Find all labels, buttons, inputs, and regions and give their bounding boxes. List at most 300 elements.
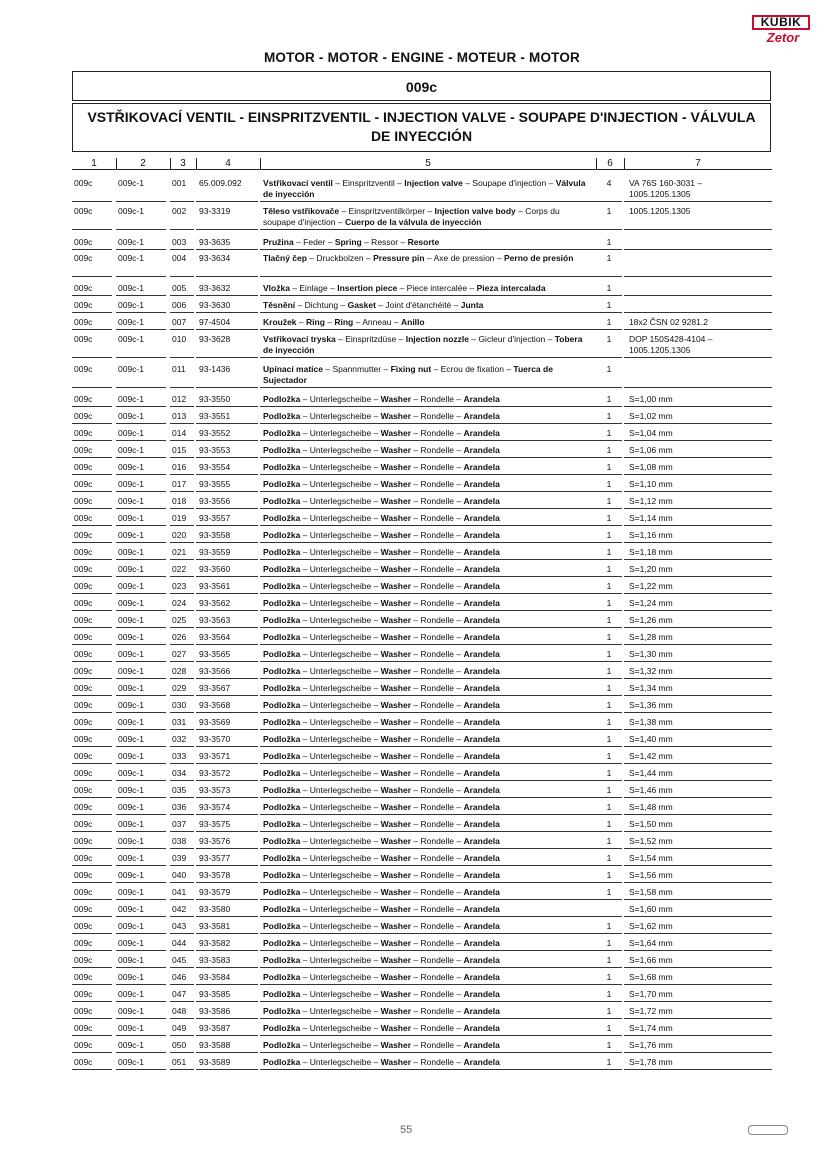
row-underline	[624, 525, 772, 526]
row-underline	[72, 695, 112, 696]
cell-part-number: 93-3578	[199, 870, 231, 880]
header-divider	[72, 169, 772, 170]
row-underline	[596, 967, 622, 968]
row-underline	[72, 916, 112, 917]
row-underline	[596, 899, 622, 900]
row-underline	[116, 797, 166, 798]
cell-group: 009c	[74, 938, 93, 948]
row-underline	[260, 746, 596, 747]
cell-quantity: 1	[606, 428, 612, 438]
cell-description: Podložka – Unterlegscheibe – Washer – Rondelle – Arandela	[263, 972, 500, 982]
cell-quantity: 1	[606, 479, 612, 489]
cell-description: Vstřikovací tryska – Einspritzdüse – Injection nozzle – Gicleur d'injection – Tobera de inyección	[263, 334, 583, 355]
cell-position: 043	[172, 921, 187, 931]
table-row	[72, 819, 772, 832]
row-underline	[170, 1052, 194, 1053]
row-underline	[196, 678, 258, 679]
table-row	[72, 751, 772, 764]
cell-group: 009c	[74, 836, 93, 846]
row-underline	[624, 593, 772, 594]
cell-part-number: 93-3561	[199, 581, 231, 591]
cell-subgroup: 009c-1	[118, 938, 144, 948]
row-underline	[116, 661, 166, 662]
cell-description: Podložka – Unterlegscheibe – Washer – Rondelle – Arandela	[263, 904, 500, 914]
cell-note: S=1,34 mm	[629, 683, 673, 693]
cell-description: Podložka – Unterlegscheibe – Washer – Rondelle – Arandela	[263, 717, 500, 727]
cell-position: 039	[172, 853, 187, 863]
cell-position: 027	[172, 649, 187, 659]
cell-quantity: 1	[606, 364, 612, 374]
row-underline	[596, 525, 622, 526]
row-underline	[196, 474, 258, 475]
cell-part-number: 93-3583	[199, 955, 231, 965]
row-underline	[170, 491, 194, 492]
row-underline	[196, 610, 258, 611]
row-underline	[260, 423, 596, 424]
cell-quantity: 1	[606, 598, 612, 608]
cell-part-number: 93-3634	[199, 253, 231, 263]
cell-part-number: 93-3579	[199, 887, 231, 897]
cell-quantity: 4	[606, 178, 612, 188]
row-underline	[72, 644, 112, 645]
cell-note: S=1,04 mm	[629, 428, 673, 438]
cell-position: 035	[172, 785, 187, 795]
row-underline	[196, 950, 258, 951]
cell-position: 042	[172, 904, 187, 914]
cell-subgroup: 009c-1	[118, 819, 144, 829]
row-underline	[196, 387, 258, 388]
row-underline	[116, 525, 166, 526]
cell-note: S=1,06 mm	[629, 445, 673, 455]
row-underline	[260, 848, 596, 849]
cell-description: Podložka – Unterlegscheibe – Washer – Rondelle – Arandela	[263, 819, 500, 829]
cell-subgroup: 009c-1	[118, 411, 144, 421]
row-underline	[624, 678, 772, 679]
row-underline	[72, 312, 112, 313]
row-underline	[116, 1052, 166, 1053]
row-underline	[596, 831, 622, 832]
row-underline	[260, 329, 596, 330]
row-underline	[170, 967, 194, 968]
row-underline	[624, 967, 772, 968]
cell-part-number: 93-3565	[199, 649, 231, 659]
cell-part-number: 93-3568	[199, 700, 231, 710]
row-underline	[116, 276, 166, 277]
column-header-4: 4	[225, 158, 231, 169]
cell-quantity: 1	[606, 1057, 612, 1067]
cell-group: 009c	[74, 178, 93, 188]
row-underline	[260, 610, 596, 611]
row-underline	[72, 423, 112, 424]
cell-part-number: 93-3582	[199, 938, 231, 948]
cell-subgroup: 009c-1	[118, 394, 144, 404]
cell-description: Podložka – Unterlegscheibe – Washer – Rondelle – Arandela	[263, 1057, 500, 1067]
cell-note: S=1,64 mm	[629, 938, 673, 948]
table-row	[72, 734, 772, 747]
cell-quantity: 1	[606, 237, 612, 247]
cell-note: S=1,08 mm	[629, 462, 673, 472]
row-underline	[170, 406, 194, 407]
cell-subgroup: 009c-1	[118, 462, 144, 472]
cell-description: Podložka – Unterlegscheibe – Washer – Rondelle – Arandela	[263, 411, 500, 421]
cell-quantity: 1	[606, 921, 612, 931]
row-underline	[196, 593, 258, 594]
row-underline	[260, 1001, 596, 1002]
row-underline	[72, 610, 112, 611]
cell-subgroup: 009c-1	[118, 1023, 144, 1033]
cell-part-number: 93-3567	[199, 683, 231, 693]
cell-group: 009c	[74, 428, 93, 438]
row-underline	[260, 627, 596, 628]
row-underline	[260, 984, 596, 985]
cell-subgroup: 009c-1	[118, 428, 144, 438]
row-underline	[116, 933, 166, 934]
row-underline	[72, 542, 112, 543]
row-underline	[624, 797, 772, 798]
cell-subgroup: 009c-1	[118, 853, 144, 863]
row-underline	[72, 440, 112, 441]
cell-group: 009c	[74, 972, 93, 982]
cell-group: 009c	[74, 334, 93, 344]
row-underline	[72, 831, 112, 832]
row-underline	[624, 644, 772, 645]
row-underline	[624, 814, 772, 815]
row-underline	[72, 1052, 112, 1053]
row-underline	[196, 967, 258, 968]
table-row	[72, 904, 772, 917]
cell-note: S=1,32 mm	[629, 666, 673, 676]
row-underline	[596, 387, 622, 388]
cell-group: 009c	[74, 479, 93, 489]
cell-part-number: 93-3552	[199, 428, 231, 438]
cell-position: 023	[172, 581, 187, 591]
row-underline	[596, 1069, 622, 1070]
row-underline	[196, 848, 258, 849]
cell-part-number: 65.009.092	[199, 178, 242, 188]
cell-part-number: 93-3586	[199, 1006, 231, 1016]
row-underline	[170, 814, 194, 815]
row-underline	[624, 491, 772, 492]
cell-subgroup: 009c-1	[118, 547, 144, 557]
table-row	[72, 479, 772, 492]
row-underline	[170, 933, 194, 934]
cell-quantity: 1	[606, 802, 612, 812]
row-underline	[170, 423, 194, 424]
cell-description: Podložka – Unterlegscheibe – Washer – Rondelle – Arandela	[263, 513, 500, 523]
row-underline	[116, 491, 166, 492]
row-underline	[72, 848, 112, 849]
table-row	[72, 870, 772, 883]
cell-subgroup: 009c-1	[118, 666, 144, 676]
cell-quantity: 1	[606, 581, 612, 591]
table-row	[72, 547, 772, 560]
cell-description: Tlačný čep – Druckbolzen – Pressure pin – Axe de pression – Perno de presión	[263, 253, 574, 263]
row-underline	[596, 559, 622, 560]
row-underline	[72, 525, 112, 526]
cell-note: S=1,66 mm	[629, 955, 673, 965]
cell-subgroup: 009c-1	[118, 683, 144, 693]
row-underline	[260, 678, 596, 679]
row-underline	[170, 695, 194, 696]
row-underline	[196, 1018, 258, 1019]
table-row	[72, 887, 772, 900]
cell-quantity: 1	[606, 1040, 612, 1050]
cell-position: 048	[172, 1006, 187, 1016]
row-underline	[170, 593, 194, 594]
row-underline	[196, 406, 258, 407]
row-underline	[116, 559, 166, 560]
cell-note: S=1,26 mm	[629, 615, 673, 625]
cell-quantity: 1	[606, 751, 612, 761]
row-underline	[260, 1018, 596, 1019]
row-underline	[596, 295, 622, 296]
page-title: MOTOR - MOTOR - ENGINE - MOTEUR - MOTOR	[263, 50, 581, 65]
cell-description: Podložka – Unterlegscheibe – Washer – Rondelle – Arandela	[263, 428, 500, 438]
row-underline	[116, 423, 166, 424]
group-description: VSTŘIKOVACÍ VENTIL - EINSPRITZVENTIL - INJECTION VALVE - SOUPAPE D'INJECTION - VÁLVULA DE INYECCIÓN	[72, 103, 771, 152]
row-underline	[260, 357, 596, 358]
cell-part-number: 93-3628	[199, 334, 231, 344]
row-underline	[170, 627, 194, 628]
cell-part-number: 93-3550	[199, 394, 231, 404]
cell-description: Podložka – Unterlegscheibe – Washer – Rondelle – Arandela	[263, 785, 500, 795]
cell-quantity: 1	[606, 334, 612, 344]
cell-quantity: 1	[606, 717, 612, 727]
row-underline	[72, 984, 112, 985]
table-row	[72, 364, 772, 388]
cell-note: S=1,42 mm	[629, 751, 673, 761]
table-row	[72, 394, 772, 407]
row-underline	[596, 746, 622, 747]
table-row	[72, 649, 772, 662]
cell-note: S=1,10 mm	[629, 479, 673, 489]
cell-group: 009c	[74, 1023, 93, 1033]
row-underline	[596, 276, 622, 277]
row-underline	[72, 576, 112, 577]
row-underline	[260, 831, 596, 832]
cell-subgroup: 009c-1	[118, 972, 144, 982]
row-underline	[596, 695, 622, 696]
cell-description: Podložka – Unterlegscheibe – Washer – Rondelle – Arandela	[263, 1040, 500, 1050]
cell-part-number: 93-3553	[199, 445, 231, 455]
cell-group: 009c	[74, 411, 93, 421]
table-row	[72, 768, 772, 781]
cell-quantity: 1	[606, 632, 612, 642]
cell-description: Podložka – Unterlegscheibe – Washer – Rondelle – Arandela	[263, 564, 500, 574]
table-row	[72, 836, 772, 849]
kubik-zetor-logo	[752, 15, 810, 45]
row-underline	[624, 249, 772, 250]
row-underline	[196, 201, 258, 202]
row-underline	[170, 1069, 194, 1070]
row-underline	[116, 1001, 166, 1002]
cell-note: S=1,24 mm	[629, 598, 673, 608]
row-underline	[116, 610, 166, 611]
cell-group: 009c	[74, 206, 93, 216]
row-underline	[170, 831, 194, 832]
table-row	[72, 972, 772, 985]
cell-part-number: 93-3551	[199, 411, 231, 421]
cell-group: 009c	[74, 904, 93, 914]
row-underline	[196, 933, 258, 934]
cell-group: 009c	[74, 768, 93, 778]
row-underline	[72, 491, 112, 492]
row-underline	[260, 797, 596, 798]
row-underline	[624, 746, 772, 747]
cell-note: S=1,18 mm	[629, 547, 673, 557]
row-underline	[596, 797, 622, 798]
row-underline	[170, 1001, 194, 1002]
row-underline	[116, 916, 166, 917]
row-underline	[624, 1001, 772, 1002]
row-underline	[196, 984, 258, 985]
page-number: 55	[400, 1124, 413, 1136]
cell-quantity: 1	[606, 683, 612, 693]
row-underline	[170, 729, 194, 730]
cell-quantity: 1	[606, 530, 612, 540]
cell-description: Kroužek – Ring – Ring – Anneau – Anillo	[263, 317, 425, 327]
row-underline	[624, 406, 772, 407]
cell-subgroup: 009c-1	[118, 253, 144, 263]
row-underline	[116, 899, 166, 900]
cell-part-number: 97-4504	[199, 317, 231, 327]
row-underline	[596, 950, 622, 951]
table-row	[72, 334, 772, 358]
cell-part-number: 93-3581	[199, 921, 231, 931]
cell-description: Podložka – Unterlegscheibe – Washer – Rondelle – Arandela	[263, 700, 500, 710]
cell-note: DOP 150S428-4104 – 1005.1205.1305	[629, 334, 713, 355]
row-underline	[260, 1069, 596, 1070]
row-underline	[596, 814, 622, 815]
cell-quantity: 1	[606, 700, 612, 710]
cell-subgroup: 009c-1	[118, 887, 144, 897]
row-underline	[116, 695, 166, 696]
row-underline	[72, 201, 112, 202]
row-underline	[72, 627, 112, 628]
column-header-2: 2	[140, 158, 146, 169]
cell-group: 009c	[74, 394, 93, 404]
cell-part-number: 93-3589	[199, 1057, 231, 1067]
cell-subgroup: 009c-1	[118, 581, 144, 591]
row-underline	[624, 423, 772, 424]
row-underline	[196, 1069, 258, 1070]
cell-note: S=1,00 mm	[629, 394, 673, 404]
cell-subgroup: 009c-1	[118, 615, 144, 625]
cell-description: Podložka – Unterlegscheibe – Washer – Rondelle – Arandela	[263, 751, 500, 761]
row-underline	[596, 474, 622, 475]
row-underline	[116, 542, 166, 543]
row-underline	[72, 406, 112, 407]
cell-part-number: 93-3580	[199, 904, 231, 914]
cell-description: Podložka – Unterlegscheibe – Washer – Rondelle – Arandela	[263, 853, 500, 863]
cell-subgroup: 009c-1	[118, 317, 144, 327]
row-underline	[170, 865, 194, 866]
row-underline	[260, 295, 596, 296]
cell-position: 006	[172, 300, 187, 310]
row-underline	[196, 882, 258, 883]
row-underline	[260, 593, 596, 594]
table-row	[72, 683, 772, 696]
row-underline	[72, 967, 112, 968]
row-underline	[116, 440, 166, 441]
row-underline	[116, 406, 166, 407]
cell-position: 051	[172, 1057, 187, 1067]
row-underline	[196, 1052, 258, 1053]
cell-description: Podložka – Unterlegscheibe – Washer – Rondelle – Arandela	[263, 683, 500, 693]
cell-description: Těleso vstřikovače – Einspritzventilkörper – Injection valve body – Corps du soupape d'injection – Cuerpo de la válvula de inyección	[263, 206, 560, 227]
row-underline	[596, 229, 622, 230]
row-underline	[72, 295, 112, 296]
cell-position: 038	[172, 836, 187, 846]
cell-group: 009c	[74, 1040, 93, 1050]
table-row	[72, 513, 772, 526]
cell-subgroup: 009c-1	[118, 955, 144, 965]
table-row	[72, 700, 772, 713]
cell-subgroup: 009c-1	[118, 334, 144, 344]
cell-part-number: 93-3587	[199, 1023, 231, 1033]
cell-quantity: 1	[606, 394, 612, 404]
cell-note: S=1,12 mm	[629, 496, 673, 506]
cell-description: Podložka – Unterlegscheibe – Washer – Rondelle – Arandela	[263, 649, 500, 659]
row-underline	[170, 1035, 194, 1036]
cell-part-number: 93-3574	[199, 802, 231, 812]
cell-position: 001	[172, 178, 187, 188]
cell-part-number: 93-3560	[199, 564, 231, 574]
cell-group: 009c	[74, 683, 93, 693]
cell-note: S=1,72 mm	[629, 1006, 673, 1016]
row-underline	[170, 576, 194, 577]
cell-note: S=1,70 mm	[629, 989, 673, 999]
cell-position: 017	[172, 479, 187, 489]
row-underline	[196, 440, 258, 441]
cell-subgroup: 009c-1	[118, 598, 144, 608]
cell-quantity: 1	[606, 547, 612, 557]
cell-position: 037	[172, 819, 187, 829]
cell-group: 009c	[74, 253, 93, 263]
table-row	[72, 921, 772, 934]
row-underline	[260, 763, 596, 764]
row-underline	[196, 576, 258, 577]
row-underline	[624, 542, 772, 543]
cell-note: S=1,38 mm	[629, 717, 673, 727]
column-header-6: 6	[607, 158, 613, 169]
cell-position: 011	[172, 364, 186, 374]
cell-part-number: 93-3575	[199, 819, 231, 829]
cell-subgroup: 009c-1	[118, 802, 144, 812]
row-underline	[260, 814, 596, 815]
row-underline	[624, 312, 772, 313]
cell-group: 009c	[74, 717, 93, 727]
row-underline	[596, 1035, 622, 1036]
row-underline	[170, 797, 194, 798]
cell-note: S=1,30 mm	[629, 649, 673, 659]
cell-description: Vstřikovací ventil – Einspritzventil – Injection valve – Soupape d'injection – Válvula de inyección	[263, 178, 586, 199]
row-underline	[170, 780, 194, 781]
cell-note: 1005.1205.1305	[629, 206, 691, 216]
cell-group: 009c	[74, 237, 93, 247]
row-underline	[170, 984, 194, 985]
row-underline	[196, 831, 258, 832]
row-underline	[170, 312, 194, 313]
row-underline	[72, 899, 112, 900]
cell-position: 034	[172, 768, 187, 778]
table-row	[72, 530, 772, 543]
row-underline	[596, 201, 622, 202]
row-underline	[116, 1035, 166, 1036]
cell-part-number: 93-3635	[199, 237, 231, 247]
row-underline	[170, 950, 194, 951]
row-underline	[170, 661, 194, 662]
